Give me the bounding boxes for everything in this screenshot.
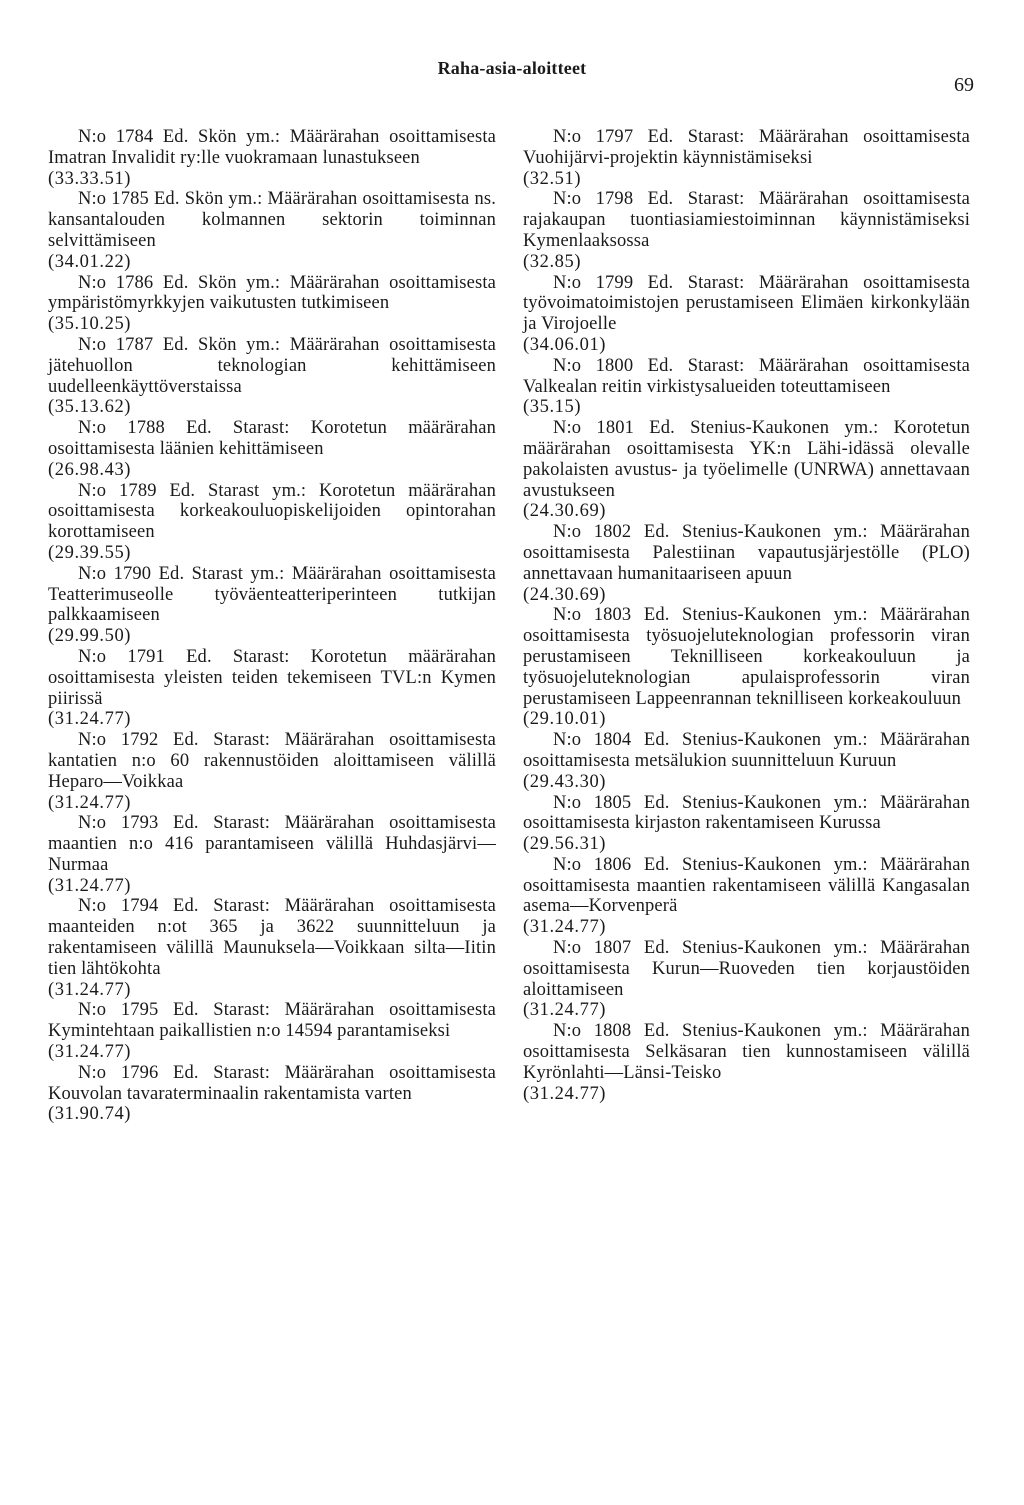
motion-entry [48, 189, 496, 272]
budget-code: (31.24.77) [48, 709, 132, 730]
left-column [48, 127, 496, 1125]
motion-text: N:o 1802 Ed. Stenius-Kaukonen ym.: Määrärahan osoittamisesta Palestiinan vapautusjärjestölle (PLO) annettavaan humanitaariseen apuun [523, 522, 970, 584]
motion-entry [523, 273, 970, 356]
motion-text: N:o 1792 Ed. Starast: Määrärahan osoittamisesta kantatien n:o 60 rakennustöiden aloittamiseen välillä Heparo—Voikkaa [48, 730, 496, 792]
motion-entry [48, 1063, 496, 1125]
motion-text: N:o 1799 Ed. Starast: Määrärahan osoittamisesta työvoimatoimistojen perustamiseen Elimäen kirkonkylään ja Virojoelle [523, 272, 970, 335]
budget-code: (34.06.01) [523, 334, 607, 355]
motion-entry [523, 418, 970, 522]
motion-entry [48, 335, 496, 418]
budget-code: (24.30.69) [523, 501, 607, 522]
budget-code: (29.10.01) [523, 709, 607, 730]
motion-text: N:o 1801 Ed. Stenius-Kaukonen ym.: Korotetun määrärahan osoittamisesta YK:n Lähi-idässä olevalle pakolaisten avustus- ja työelimelle (UNRWA) annettavaan avustukseen [523, 418, 970, 501]
budget-code: (31.24.77) [523, 1083, 607, 1104]
motion-text: N:o 1805 Ed. Stenius-Kaukonen ym.: Määrärahan osoittamisesta kirjaston rakentamiseen Kurussa [523, 792, 970, 834]
budget-code: (29.99.50) [48, 626, 132, 647]
motion-entry [48, 273, 496, 335]
budget-code: (31.24.77) [48, 1042, 132, 1063]
motion-entry [48, 418, 496, 480]
motion-text: N:o 1796 Ed. Starast: Määrärahan osoittamisesta Kouvolan tavaraterminaalin rakentamista varten [48, 1062, 496, 1104]
motion-text: N:o 1803 Ed. Stenius-Kaukonen ym.: Määrärahan osoittamisesta työsuojeluteknologian professorin viran perustamiseen Teknilliseen korkeakouluun ja työsuojeluteknologian apulaisprofessorin viran perustamiseen Lappeenrannan teknilliseen korkeakouluun [523, 605, 970, 709]
budget-code: (35.13.62) [48, 397, 132, 418]
budget-code: (29.56.31) [523, 834, 607, 855]
motion-entry [48, 813, 496, 896]
page-number: 69 [954, 74, 974, 96]
motion-text: N:o 1789 Ed. Starast ym.: Korotetun määrärahan osoittamisesta korkeakouluopiskelijoiden opintorahan korottamiseen [48, 480, 496, 543]
budget-code: (31.24.77) [523, 1000, 607, 1021]
motion-entry [523, 605, 970, 730]
budget-code: (29.39.55) [48, 542, 132, 563]
motion-text: N:o 1786 Ed. Skön ym.: Määrärahan osoittamisesta ympäristömyrkkyjen vaikutusten tutkimiseen [48, 272, 496, 314]
motion-entry [48, 127, 496, 189]
budget-code: (26.98.43) [48, 459, 132, 480]
motion-text: N:o 1784 Ed. Skön ym.: Määrärahan osoittamisesta Imatran Invalidit ry:lle vuokramaan lunastukseen [48, 127, 496, 168]
motion-entry [48, 564, 496, 647]
running-title: Raha-asia-aloitteet [437, 58, 587, 78]
motion-text: N:o 1798 Ed. Starast: Määrärahan osoittamisesta rajakaupan tuontiasiamiestoiminnan käynnistämiseksi Kymenlaaksossa [523, 189, 970, 251]
motion-entry [523, 356, 970, 418]
budget-code: (31.24.77) [48, 875, 132, 896]
right-column [523, 127, 970, 1104]
motion-text: N:o 1785 Ed. Skön ym.: Määrärahan osoittamisesta ns. kansantalouden kolmannen sektorin toiminnan selvittämiseen [48, 189, 496, 251]
budget-code: (31.90.74) [48, 1104, 132, 1125]
motion-entry [48, 1000, 496, 1062]
motion-text: N:o 1808 Ed. Stenius-Kaukonen ym.: Määrärahan osoittamisesta Selkäsaran tien kunnostamiseen välillä Kyrönlahti—Länsi-Teisko [523, 1021, 970, 1083]
motion-text: N:o 1787 Ed. Skön ym.: Määrärahan osoittamisesta jätehuollon teknologian kehittämiseen uudelleenkäyttöverstaissa [48, 334, 496, 397]
motion-text: N:o 1788 Ed. Starast: Korotetun määrärahan osoittamisesta läänien kehittämiseen [48, 418, 496, 459]
motion-text: N:o 1793 Ed. Starast: Määrärahan osoittamisesta maantien n:o 416 parantamiseen välillä Huhdasjärvi—Nurmaa [48, 813, 496, 875]
motion-text: N:o 1790 Ed. Starast ym.: Määrärahan osoittamisesta Teatterimuseolle työväenteatteriperinteen tutkijan palkkaamiseen [48, 563, 496, 626]
budget-code: (33.33.51) [48, 168, 132, 189]
budget-code: (35.10.25) [48, 314, 132, 335]
motion-entry [523, 189, 970, 272]
motion-text: N:o 1795 Ed. Starast: Määrärahan osoittamisesta Kymintehtaan paikallistien n:o 14594 parantamiseksi [48, 1000, 496, 1042]
motion-entry [523, 1021, 970, 1104]
motion-entry [523, 855, 970, 938]
motion-entry [523, 730, 970, 792]
budget-code: (29.43.30) [523, 771, 607, 792]
budget-code: (32.85) [523, 251, 582, 272]
motion-text: N:o 1800 Ed. Starast: Määrärahan osoittamisesta Valkealan reitin virkistysalueiden toteuttamiseen [523, 355, 970, 397]
motion-entry [48, 481, 496, 564]
budget-code: (31.24.77) [523, 917, 607, 938]
motion-entry [523, 127, 970, 189]
motion-entry [48, 647, 496, 730]
motion-text: N:o 1797 Ed. Starast: Määrärahan osoittamisesta Vuohijärvi-projektin käynnistämiseksi [523, 127, 970, 168]
motion-text: N:o 1807 Ed. Stenius-Kaukonen ym.: Määrärahan osoittamisesta Kurun—Ruoveden tien korjaustöiden aloittamiseen [523, 938, 970, 1000]
budget-code: (35.15) [523, 397, 582, 418]
budget-code: (34.01.22) [48, 251, 132, 272]
motion-text: N:o 1791 Ed. Starast: Korotetun määrärahan osoittamisesta yleisten teiden tekemiseen TVL:n Kymen piirissä [48, 646, 496, 709]
budget-code: (31.24.77) [48, 792, 132, 813]
motion-entry [48, 896, 496, 1000]
motion-text: N:o 1804 Ed. Stenius-Kaukonen ym.: Määrärahan osoittamisesta metsälukion suunnitteluun Kuruun [523, 730, 970, 771]
budget-code: (24.30.69) [523, 584, 607, 605]
motion-entry [523, 522, 970, 605]
motion-entry [523, 793, 970, 855]
motion-entry [48, 730, 496, 813]
budget-code: (31.24.77) [48, 979, 132, 1000]
motion-text: N:o 1794 Ed. Starast: Määrärahan osoittamisesta maanteiden n:ot 365 ja 3622 suunnitteluun ja rakentamiseen välillä Maunuksela—Voikkaan silta—Iitin tien lähtökohta [48, 896, 496, 979]
motion-entry [523, 938, 970, 1021]
budget-code: (32.51) [523, 168, 582, 189]
motion-text: N:o 1806 Ed. Stenius-Kaukonen ym.: Määrärahan osoittamisesta maantien rakentamiseen välillä Kangasalan asema—Korvenperä [523, 854, 970, 917]
